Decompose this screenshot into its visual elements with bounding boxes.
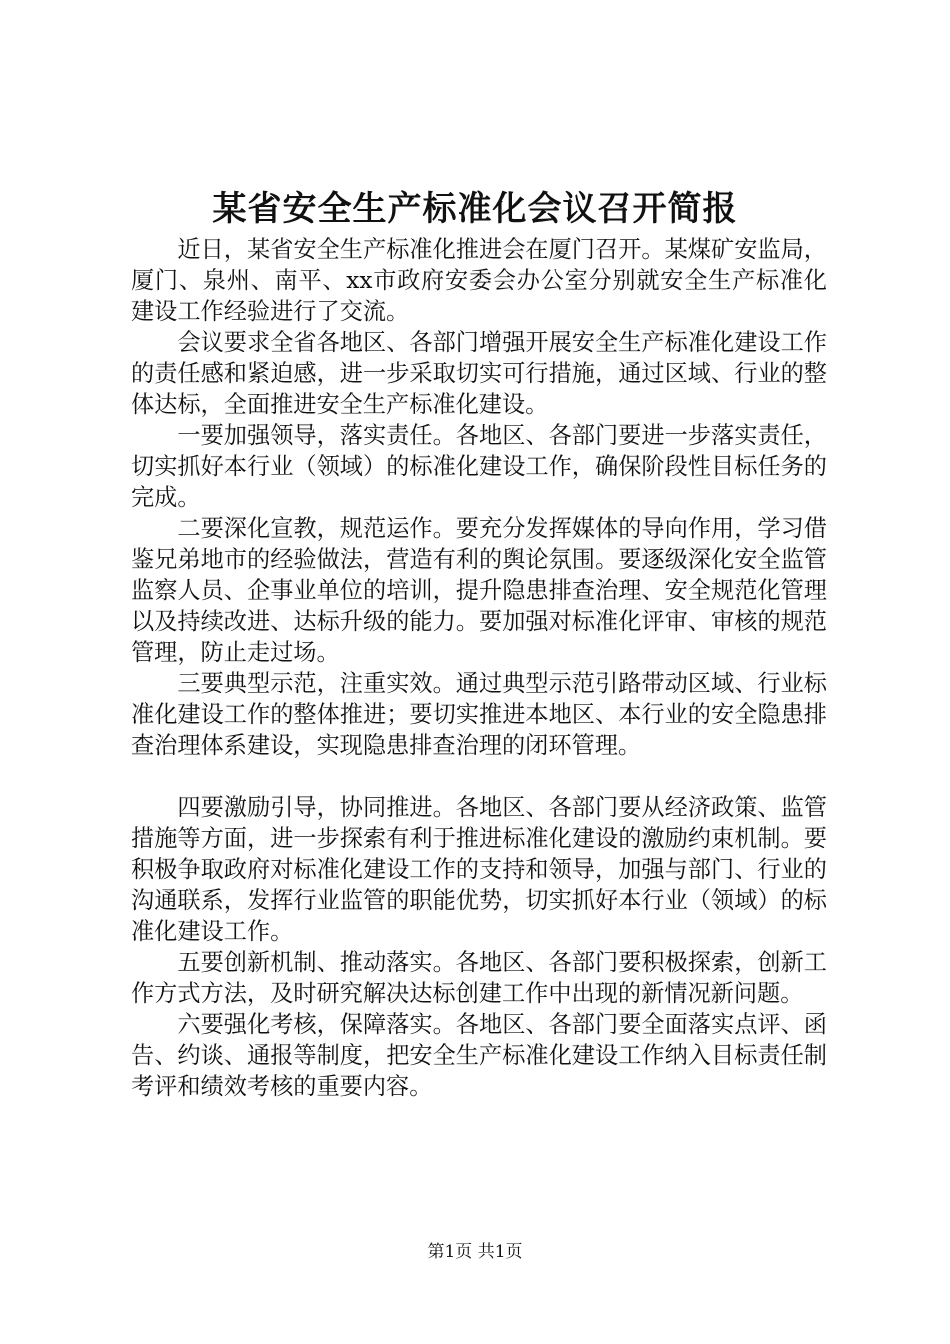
paragraph-point-5: 五要创新机制、推动落实。各地区、各部门要积极探索，创新工作方式方法，及时研究解决达标创建工作中出现的新情况新问题。 bbox=[131, 949, 827, 1007]
paragraph-point-3: 三要典型示范，注重实效。通过典型示范引路带动区域、行业标准化建设工作的整体推进；要切实推进本地区、本行业的安全隐患排查治理体系建设，实现隐患排查治理的闭环管理。 bbox=[131, 670, 827, 759]
page-number-footer: 第1页 共1页 bbox=[427, 1242, 523, 1262]
paragraph-meeting-requirements: 会议要求全省各地区、各部门增强开展安全生产标准化建设工作的责任感和紧迫感，进一步采取切实可行措施，通过区域、行业的整体达标，全面推进安全生产标准化建设。 bbox=[131, 329, 827, 418]
document-body bbox=[131, 234, 827, 1102]
paragraph-point-2: 二要深化宣教，规范运作。要充分发挥媒体的导向作用，学习借鉴兄弟地市的经验做法，营造有利的舆论氛围。要逐级深化安全监管监察人员、企事业单位的培训，提升隐患排查治理、安全规范化管理以及持续改进、达标升级的能力。要加强对标准化评审、审核的规范管理，防止走过场。 bbox=[131, 515, 827, 666]
paragraph-point-6: 六要强化考核，保障落实。各地区、各部门要全面落实点评、函告、约谈、通报等制度，把安全生产标准化建设工作纳入目标责任制考评和绩效考核的重要内容。 bbox=[131, 1011, 827, 1100]
paragraph-point-4: 四要激励引导，协同推进。各地区、各部门要从经济政策、监管措施等方面，进一步探索有利于推进标准化建设的激励约束机制。要积极争取政府对标准化建设工作的支持和领导，加强与部门、行业的沟通联系，发挥行业监管的职能优势，切实抓好本行业（领域）的标准化建设工作。 bbox=[131, 794, 827, 945]
paragraph-point-1: 一要加强领导，落实责任。各地区、各部门要进一步落实责任，切实抓好本行业（领域）的标准化建设工作，确保阶段性目标任务的完成。 bbox=[131, 422, 827, 511]
document-title: 某省安全生产标准化会议召开简报 bbox=[212, 189, 738, 229]
paragraph-intro: 近日，某省安全生产标准化推进会在厦门召开。某煤矿安监局，厦门、泉州、南平、xx市政府安委会办公室分别就安全生产标准化建设工作经验进行了交流。 bbox=[131, 236, 827, 325]
